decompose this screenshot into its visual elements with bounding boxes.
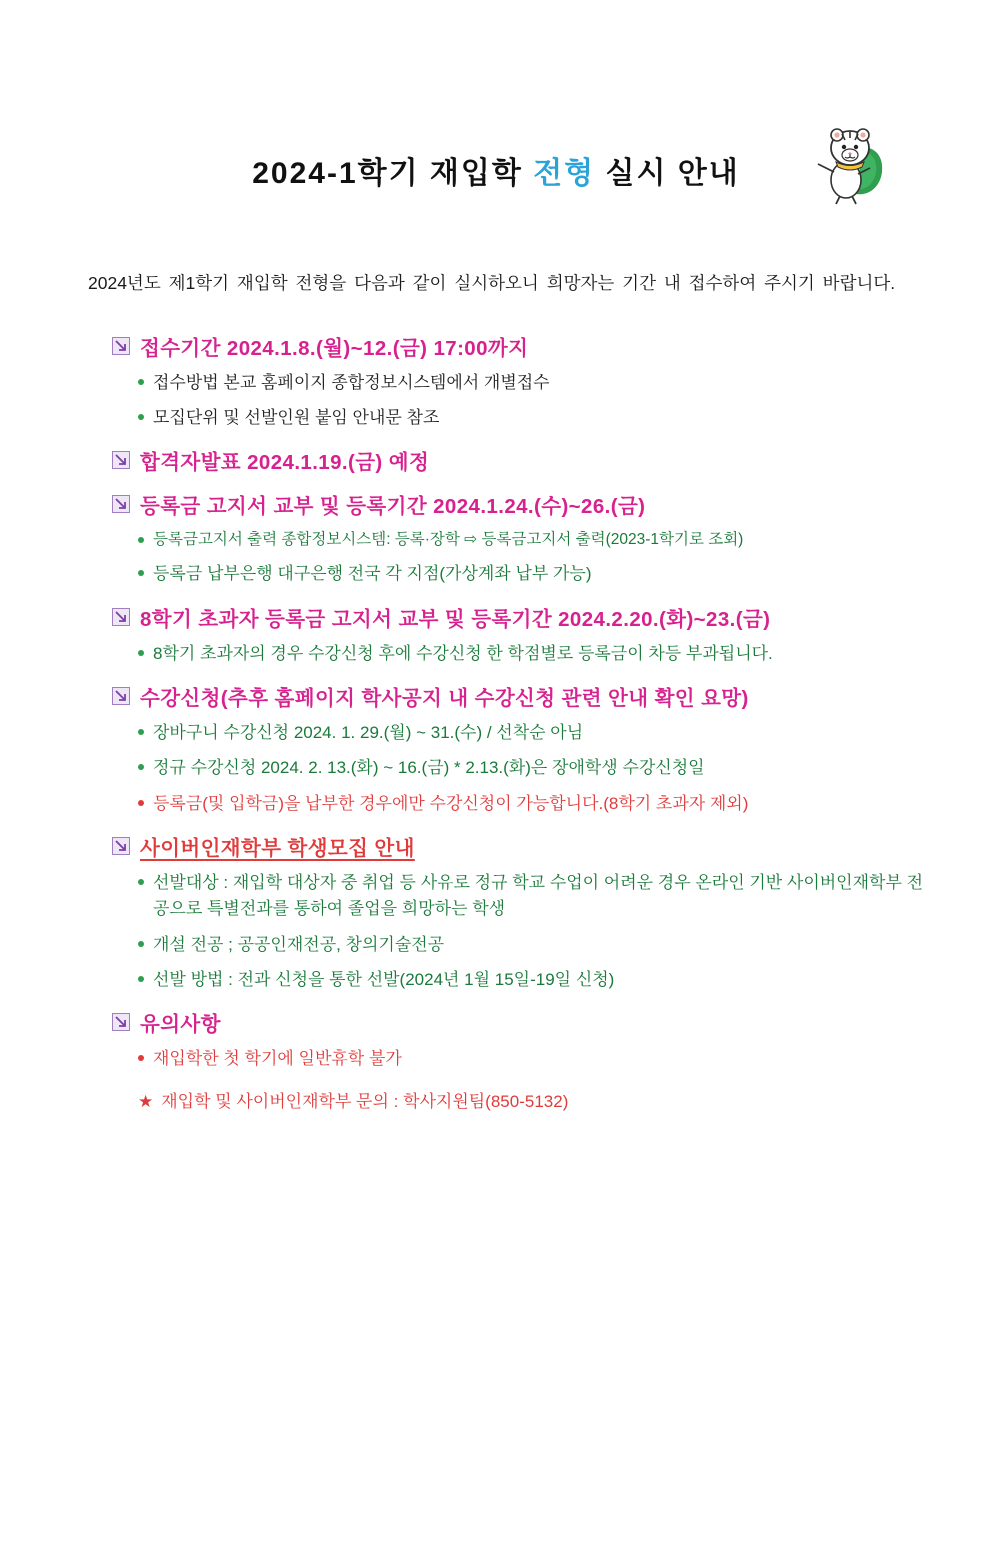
- list-item-text: 등록금(및 입학금)을 납부한 경우에만 수강신청이 가능합니다.(8학기 초과자 제외): [153, 793, 749, 813]
- arrow-marker-icon: [112, 837, 130, 855]
- section-heading: 8학기 초과자 등록금 고지서 교부 및 등록기간 2024.2.20.(화)~23.(금): [140, 607, 771, 631]
- bullet-dot-icon: [138, 800, 144, 806]
- section-heading: 합격자발표 2024.1.19.(금) 예정: [140, 451, 430, 475]
- arrow-marker-icon: [112, 608, 130, 626]
- section-heading: 접수기간 2024.1.8.(월)~12.(금) 17:00까지: [140, 336, 529, 360]
- list-item-text: 접수방법 본교 홈페이지 종합정보시스템에서 개별접수: [153, 372, 550, 392]
- section-heading-row: [112, 831, 932, 861]
- section-heading-row: [112, 489, 932, 519]
- bullet-dot-icon: [138, 414, 144, 420]
- list-item: [138, 720, 932, 746]
- list-item-text: 등록금고지서 출력 종합정보시스템: 등록·장학 ⇨ 등록금고지서 출력(2023-1학기로 조회): [153, 531, 744, 549]
- section-heading: 수강신청(추후 홈페이지 학사공지 내 수강신청 관련 안내 확인 요망): [140, 687, 749, 711]
- arrow-marker-icon: [112, 337, 130, 355]
- list-item: [138, 561, 932, 587]
- section-heading: 사이버인재학부 학생모집 안내: [140, 837, 415, 861]
- title-block: [60, 148, 932, 192]
- sections-container: [60, 331, 932, 1115]
- list-item: [138, 967, 932, 993]
- section-heading-row: [112, 445, 932, 475]
- section-heading-row: [112, 602, 932, 632]
- title-text-leading: 2024-1학기 재입학: [252, 157, 534, 190]
- intro-paragraph: [60, 268, 932, 299]
- bullet-dot-icon: [138, 537, 144, 543]
- list-item-text: 선발 방법 : 전과 신청을 통한 선발(2024년 1월 15일-19일 신청): [153, 970, 615, 990]
- section-heading-row: [112, 331, 932, 361]
- list-item-text: 재입학한 첫 학기에 일반휴학 불가: [153, 1049, 402, 1069]
- arrow-marker-icon: [112, 451, 130, 469]
- section-heading: 등록금 고지서 교부 및 등록기간 2024.1.24.(수)~26.(금): [140, 495, 646, 519]
- list-item: [138, 870, 932, 923]
- section-heading: 유의사항: [140, 1013, 221, 1037]
- star-icon: ★: [138, 1091, 154, 1111]
- list-item-text: 모집단위 및 선발인원 붙임 안내문 참조: [153, 407, 440, 427]
- arrow-marker-icon: [112, 495, 130, 513]
- list-item: [138, 1046, 932, 1072]
- arrow-marker-icon: [112, 1013, 130, 1031]
- bullet-dot-icon: [138, 976, 144, 982]
- bullet-dot-icon: [138, 764, 144, 770]
- section-heading-row: [112, 1007, 932, 1037]
- document-page: [0, 148, 992, 1551]
- bullet-dot-icon: [138, 879, 144, 885]
- list-item: [138, 932, 932, 958]
- list-item: [138, 755, 932, 781]
- list-item-text: 선발대상 : 재입학 대상자 중 취업 등 사유로 정규 학교 수업이 어려운 경우 온라인 기반 사이버인재학부 전공으로 특별전과를 통하여 졸업을 희망하는 학생: [153, 873, 924, 919]
- list-item-text: 등록금 납부은행 대구은행 전국 각 지점(가상계좌 납부 가능): [153, 564, 592, 584]
- bullet-dot-icon: [138, 1055, 144, 1061]
- page-title: [252, 148, 740, 192]
- list-item-text: 8학기 초과자의 경우 수강신청 후에 수강신청 한 학점별로 등록금이 차등 부과됩니다.: [153, 643, 773, 663]
- bullet-dot-icon: [138, 650, 144, 656]
- contact-note-row: [138, 1089, 932, 1115]
- bullet-dot-icon: [138, 570, 144, 576]
- bullet-dot-icon: [138, 941, 144, 947]
- list-item: [138, 641, 932, 667]
- intro-text: 2024년도 제1학기 재입학 전형을 다음과 같이 실시하오니 희망자는 기간 내 접수하여 주시기 바랍니다.: [88, 273, 896, 293]
- arrow-marker-icon: [112, 687, 130, 705]
- list-item-text: 정규 수강신청 2024. 2. 13.(화) ~ 16.(금) * 2.13.(화)은 장애학생 수강신청일: [153, 758, 705, 778]
- list-item: [138, 370, 932, 396]
- section-heading-row: [112, 681, 932, 711]
- list-item: [138, 405, 932, 431]
- tiger-mascot-icon: [798, 124, 890, 208]
- title-text-accent: 전형: [533, 157, 596, 190]
- list-item: [138, 791, 932, 817]
- list-item: [138, 528, 932, 552]
- bullet-dot-icon: [138, 729, 144, 735]
- title-text-trailing: 실시 안내: [595, 157, 740, 190]
- list-item-text: 개설 전공 ; 공공인재전공, 창의기술전공: [153, 934, 445, 954]
- bullet-dot-icon: [138, 379, 144, 385]
- contact-note-text: 재입학 및 사이버인재학부 문의 : 학사지원팀(850-5132): [161, 1091, 569, 1111]
- list-item-text: 장바구니 수강신청 2024. 1. 29.(월) ~ 31.(수) / 선착순 아님: [153, 723, 584, 743]
